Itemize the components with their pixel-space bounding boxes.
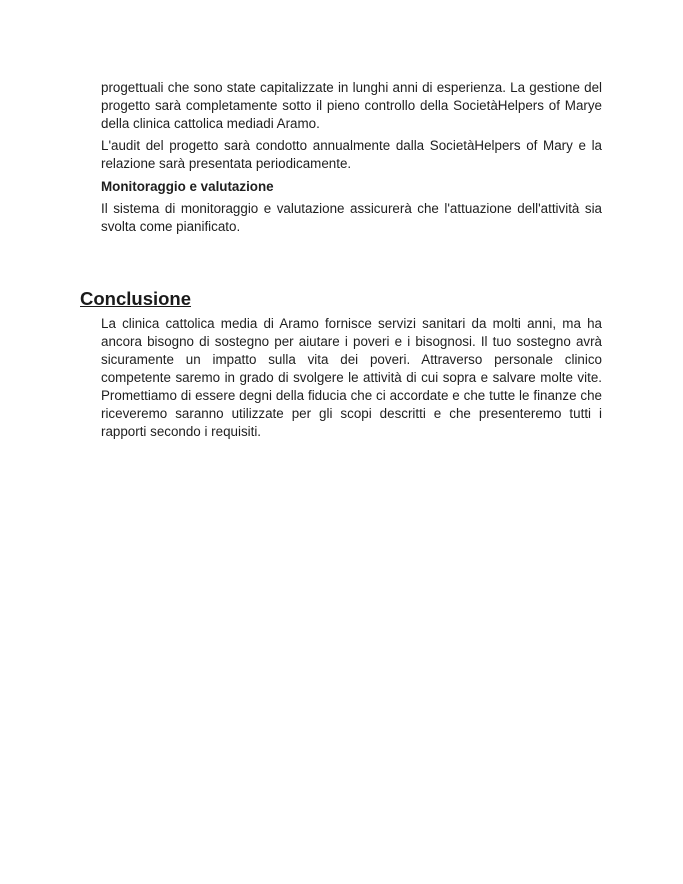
subheading-monitoring: Monitoraggio e valutazione [101, 179, 274, 194]
paragraph-conclusion: La clinica cattolica media di Aramo fornisce servizi sanitari da molti anni, ma ha ancora bisogno di sostegno per aiutare i poveri e i bisognosi. Il tuo sostegno avrà sicuramente un impatto sulla vita dei poveri. Attraverso personale clinico competente saremo in grado di svolgere le attività di cui sopra e salvare molte vite. Promettiamo di essere degni della fiducia che ci accordate e che tutte le finanze che riceveremo saranno utilizzate per gli scopi descritti e che presenteremo tutti i rapporti secondo i requisiti. [101, 316, 602, 439]
paragraph-monitoring: Il sistema di monitoraggio e valutazione assicurerà che l'attuazione dell'attività sia svolta come pianificato. [101, 201, 602, 234]
section-heading-conclusion: Conclusione [80, 288, 192, 309]
paragraph-project-management: progettuali che sono state capitalizzate in lunghi anni di esperienza. La gestione del progetto sarà completamente sotto il pieno controllo della SocietàHelpers of Marye della clinica cattolica mediadi Aramo. [101, 80, 602, 131]
paragraph-audit: L'audit del progetto sarà condotto annualmente dalla SocietàHelpers of Mary e la relazione sarà presentata periodicamente. [101, 138, 602, 171]
